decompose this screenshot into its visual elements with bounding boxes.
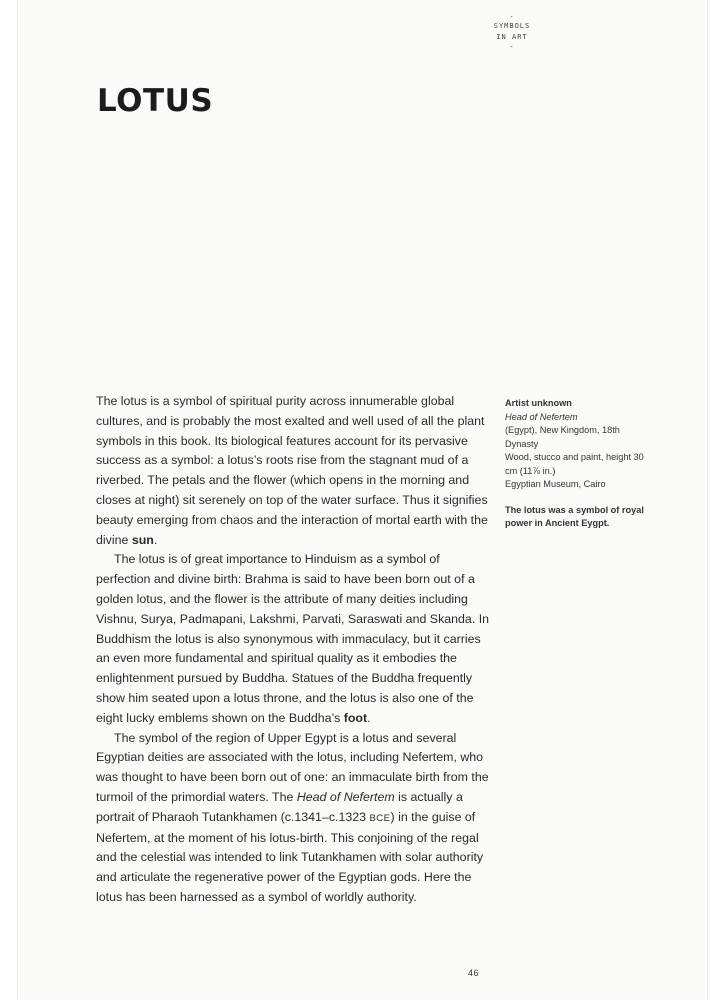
paragraph-3-era: BCE <box>369 812 391 824</box>
running-head-line-2: IN ART <box>496 33 528 41</box>
paragraph-1-end: . <box>153 532 158 547</box>
book-page <box>18 0 707 1000</box>
caption-note: The lotus was a symbol of royal power in Ancient Eygpt. <box>505 504 644 528</box>
caption-origin: (Egypt), New Kingdom, 18th Dynasty <box>505 425 620 449</box>
paragraph-1-bold-term: sun <box>131 532 154 547</box>
paragraph-2-bold-term: foot <box>343 710 368 725</box>
paragraph-1 <box>96 392 496 550</box>
paragraph-2-end: . <box>367 710 371 725</box>
caption-artist: Artist unknown <box>505 398 572 408</box>
caption-work-title: Head of Nefertem <box>505 411 578 422</box>
caption-medium: Wood, stucco and paint, height 30 cm (11⅞ in.) <box>505 452 644 476</box>
paragraph-3-part-a: The symbol of the region of Upper Egypt is a lotus and several Egyptian deities are associated with the lotus, including Nefertem, who was thought to have been born out of one: an immaculate birth from the turmoil of the primordial waters. The <box>96 730 489 804</box>
paragraph-3 <box>96 729 496 908</box>
image-caption <box>505 397 645 531</box>
caption-location: Egyptian Museum, Cairo <box>505 479 606 489</box>
paragraph-3-work-title: Head of Nefertem <box>296 789 395 804</box>
paragraph-3-part-b: is actually a portrait of Pharaoh Tutankhamen (c.1341–c.1323 <box>96 789 463 824</box>
running-head-line-1: SYMBOLS <box>493 22 531 30</box>
paragraph-1-text: The lotus is a symbol of spiritual purity across innumerable global cultures, and is probably the most exalted and well used of all the plant symbols in this book. Its biological features account for its pervasive success as a symbol: a lotus’s roots rise from the stagnant mud of a riverbed. The petals and the flower (which opens in the morning and closes at night) sit serenely on top of the water surface. Thus it signifies beauty emerging from chaos and the interaction of mortal earth with the divine <box>96 394 488 547</box>
running-head <box>492 13 532 51</box>
running-head-mark-top: - <box>509 13 515 21</box>
paragraph-2 <box>96 550 496 728</box>
page-title: LOTUS <box>97 83 214 119</box>
paragraph-2-text: The lotus is of great importance to Hinduism as a symbol of perfection and divine birth: Brahma is said to have been born out of a golden lotus, and the flower is the attribute of many deities including Vishnu, Surya, Padmapani, Lakshmi, Parvati, Saraswati and Skanda. In Buddhism the lotus is also synonymous with immaculacy, but it carries an even more fundamental and spiritual quality as it embodies the enlightenment pursued by Buddha. Statues of the Buddha frequently show him seated upon a lotus throne, and the lotus is also one of the eight lucky emblems shown on the Buddha’s <box>96 552 490 725</box>
body-text <box>96 392 496 908</box>
running-head-mark-bottom: - <box>509 43 515 51</box>
paragraph-3-part-c: ) in the guise of Nefertem, at the moment of his lotus-birth. This conjoining of the regal and the celestial was intended to link Tutankhamen with solar authority and articulate the regenerative power of the Egyptian gods. Here the lotus has been harnessed as a symbol of worldly authority. <box>96 809 484 904</box>
page-number: 46 <box>468 968 480 978</box>
